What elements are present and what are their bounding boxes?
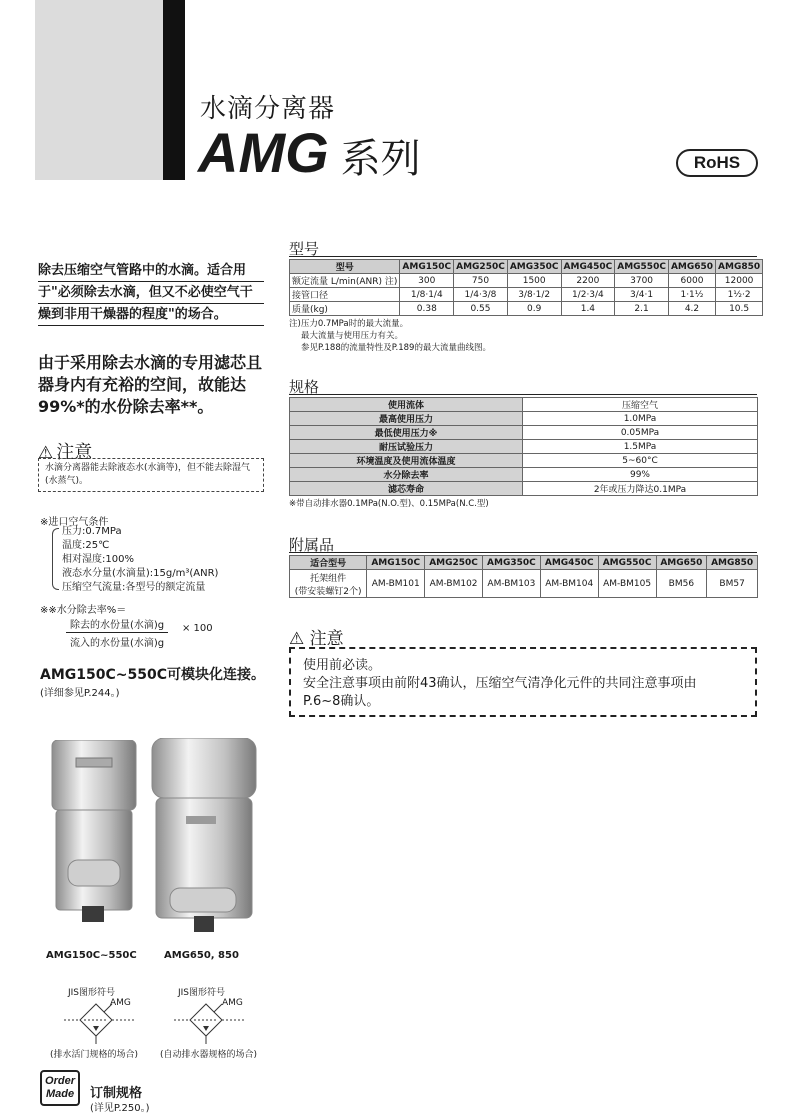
table-cell: 6000	[668, 274, 715, 288]
spec-value: 2年或压力降达0.1MPa	[523, 482, 758, 496]
model-table	[289, 259, 763, 316]
table-header: AMG850	[716, 260, 763, 274]
table-cell: 0.55	[454, 302, 508, 316]
table-cell	[290, 570, 367, 598]
table-row	[290, 398, 758, 412]
table-row	[290, 468, 758, 482]
accessory-section-title: 附属品	[289, 536, 335, 554]
table-cell: 额定流量 L/min(ANR) 注)	[290, 274, 400, 288]
modular-note: AMG150C~550C可模块化连接。	[40, 667, 265, 683]
model-notes	[289, 318, 491, 354]
table-cell: 10.5	[716, 302, 763, 316]
table-header: AMG350C	[507, 260, 561, 274]
table-cell: 1/2·3/4	[561, 288, 615, 302]
table-cell: BM57	[707, 570, 758, 598]
model-section-title: 型号	[289, 240, 320, 258]
table-cell: 3/8·1/2	[507, 288, 561, 302]
product-caption: AMG150C~550C	[46, 950, 137, 961]
table-row	[290, 288, 763, 302]
series-code: AMG	[198, 121, 329, 184]
note-line: 注)压力0.7MPa时的最大流量。	[289, 319, 409, 329]
jis-symbol-note: (排水活门规格的场合)	[50, 1050, 139, 1060]
condition-item: 压缩空气流量:各型号的额定流量	[62, 582, 206, 593]
jis-symbol-title: JIS图形符号	[68, 988, 116, 998]
caution-heading-right	[289, 624, 344, 649]
order-made-reference: (详见P.250。)	[90, 1103, 150, 1114]
removal-rate-fraction	[66, 616, 168, 649]
table-cell: 1500	[507, 274, 561, 288]
spec-value: 1.0MPa	[523, 412, 758, 426]
spec-value: 压缩空气	[523, 398, 758, 412]
spec-value: 5~60°C	[523, 454, 758, 468]
warning-triangle-icon: ⚠	[38, 443, 54, 463]
inlet-conditions	[56, 525, 218, 595]
order-made-title: 订制规格	[90, 1086, 143, 1101]
fraction-numerator: 除去的水份量(水滴)g	[66, 616, 168, 633]
table-header: AMG250C	[425, 556, 483, 570]
caution-title: 注意	[309, 629, 344, 649]
product-image-amg150c	[48, 740, 140, 930]
spec-key: 最高使用压力	[290, 412, 523, 426]
table-row	[290, 274, 763, 288]
condition-item: 温度:25℃	[62, 540, 110, 551]
jis-symbol-title: JIS图形符号	[178, 988, 226, 998]
spec-key: 水分除去率	[290, 468, 523, 482]
table-cell: 1.4	[561, 302, 615, 316]
table-cell: 1·1½	[668, 288, 715, 302]
spec-key: 使用流体	[290, 398, 523, 412]
table-cell: 750	[454, 274, 508, 288]
header-gray-block	[35, 0, 163, 180]
row-label-sub: (带安装螺钉2个)	[294, 586, 362, 597]
table-cell: 12000	[716, 274, 763, 288]
table-cell: 4.2	[668, 302, 715, 316]
lead-line: 于"必须除去水滴，但又不必使空气干	[38, 282, 264, 304]
table-header: AMG650	[656, 556, 707, 570]
caution-box-left: 水滴分离器能去除液态水(水滴等)，但不能去除湿气(水蒸气)。	[38, 458, 264, 492]
table-cell: 300	[400, 274, 454, 288]
caution-line: P.6~8确认。	[303, 694, 380, 709]
caution-box-right	[289, 647, 757, 717]
table-header: AMG550C	[598, 556, 656, 570]
table-header: AMG850	[707, 556, 758, 570]
jis-symbol-note: (自动排水器规格的场合)	[160, 1050, 258, 1060]
table-header: 适合型号	[290, 556, 367, 570]
spec-key: 耐压试验压力	[290, 440, 523, 454]
table-row	[290, 570, 758, 598]
table-cell: 2.1	[615, 302, 669, 316]
table-header: AMG150C	[367, 556, 425, 570]
jis-symbol-label: AMG	[110, 998, 131, 1008]
spec-value: 0.05MPa	[523, 426, 758, 440]
table-cell: AM-BM105	[598, 570, 656, 598]
table-cell: AM-BM101	[367, 570, 425, 598]
warning-triangle-icon: ⚠	[289, 629, 305, 649]
page-title: 水滴分离器	[200, 94, 336, 124]
table-header-row	[290, 260, 763, 274]
order-made-logo	[40, 1070, 80, 1106]
inlet-conditions-heading: ※进口空气条件	[40, 517, 109, 528]
lead-line: 燥到非用干燥器的程度"的场合。	[38, 304, 264, 326]
caution-title: 注意	[56, 442, 93, 463]
table-cell: 接管口径	[290, 288, 400, 302]
table-cell: AM-BM102	[425, 570, 483, 598]
table-header: AMG250C	[454, 260, 508, 274]
condition-item: 压力:0.7MPa	[62, 526, 122, 537]
table-header: AMG650	[668, 260, 715, 274]
product-caption: AMG650, 850	[164, 950, 239, 961]
table-row	[290, 302, 763, 316]
header-black-bar	[163, 0, 185, 180]
spec-value: 99%	[523, 468, 758, 482]
table-header: AMG350C	[482, 556, 540, 570]
removal-rate-heading: ※※水分除去率%＝	[40, 605, 127, 616]
fraction-multiplier: × 100	[182, 623, 213, 634]
product-image-amg650	[148, 738, 260, 938]
rohs-badge: RoHS	[676, 149, 758, 177]
series-word: 系列	[340, 136, 421, 182]
table-cell: 0.38	[400, 302, 454, 316]
table-cell: 2200	[561, 274, 615, 288]
accessory-table	[289, 555, 758, 598]
jis-symbol-label: AMG	[222, 998, 243, 1008]
note-line: 最大流量与使用压力有关。	[301, 331, 404, 341]
table-cell: AM-BM103	[482, 570, 540, 598]
table-header: AMG450C	[540, 556, 598, 570]
section-divider	[289, 394, 757, 395]
table-cell: 1/8·1/4	[400, 288, 454, 302]
table-cell: 3/4·1	[615, 288, 669, 302]
table-header: AMG550C	[615, 260, 669, 274]
table-cell: BM56	[656, 570, 707, 598]
series-heading	[198, 120, 421, 185]
fraction-denominator: 流入的水份量(水滴)g	[70, 638, 165, 649]
spec-key: 环境温度及使用流体温度	[290, 454, 523, 468]
table-cell: 3700	[615, 274, 669, 288]
table-cell: AM-BM104	[540, 570, 598, 598]
table-row	[290, 426, 758, 440]
table-header-row	[290, 556, 758, 570]
note-line: 参见P.188的流量特性及P.189的最大流量曲线图。	[301, 343, 491, 353]
table-header: AMG150C	[400, 260, 454, 274]
spec-note: ※带自动排水器0.1MPa(N.O.型)、0.15MPa(N.C.型)	[289, 499, 489, 509]
table-cell: 0.9	[507, 302, 561, 316]
caution-line: 安全注意事项由前附43确认，压缩空气清净化元件的共同注意事项由	[303, 676, 697, 691]
condition-item: 相对湿度:100%	[62, 554, 134, 565]
spec-key: 最低使用压力※	[290, 426, 523, 440]
table-row	[290, 482, 758, 496]
row-label: 托架组件	[310, 573, 347, 584]
table-header: AMG450C	[561, 260, 615, 274]
feature-text: 由于采用除去水滴的专用滤芯且器身内有充裕的空间，故能达99%*的水份除去率**。	[38, 353, 263, 416]
section-divider	[289, 552, 757, 553]
table-row	[290, 412, 758, 426]
spec-section-title: 规格	[289, 378, 320, 396]
table-row	[290, 440, 758, 454]
spec-key: 滤芯寿命	[290, 482, 523, 496]
section-divider	[289, 256, 757, 257]
order-logo-word: Order	[45, 1075, 75, 1087]
table-cell: 质量(kg)	[290, 302, 400, 316]
table-cell: 1½·2	[716, 288, 763, 302]
condition-item: 液态水分量(水滴量):15g/m³(ANR)	[62, 568, 219, 579]
table-cell: 1/4·3/8	[454, 288, 508, 302]
lead-text	[38, 260, 264, 326]
table-header: 型号	[290, 260, 400, 274]
lead-line: 除去压缩空气管路中的水滴。适合用	[38, 260, 264, 282]
modular-reference: (详细参见P.244。)	[40, 688, 120, 699]
spec-value: 1.5MPa	[523, 440, 758, 454]
spec-table	[289, 397, 758, 496]
order-logo-word: Made	[45, 1088, 75, 1100]
caution-line: 使用前必读。	[303, 658, 382, 673]
table-row	[290, 454, 758, 468]
